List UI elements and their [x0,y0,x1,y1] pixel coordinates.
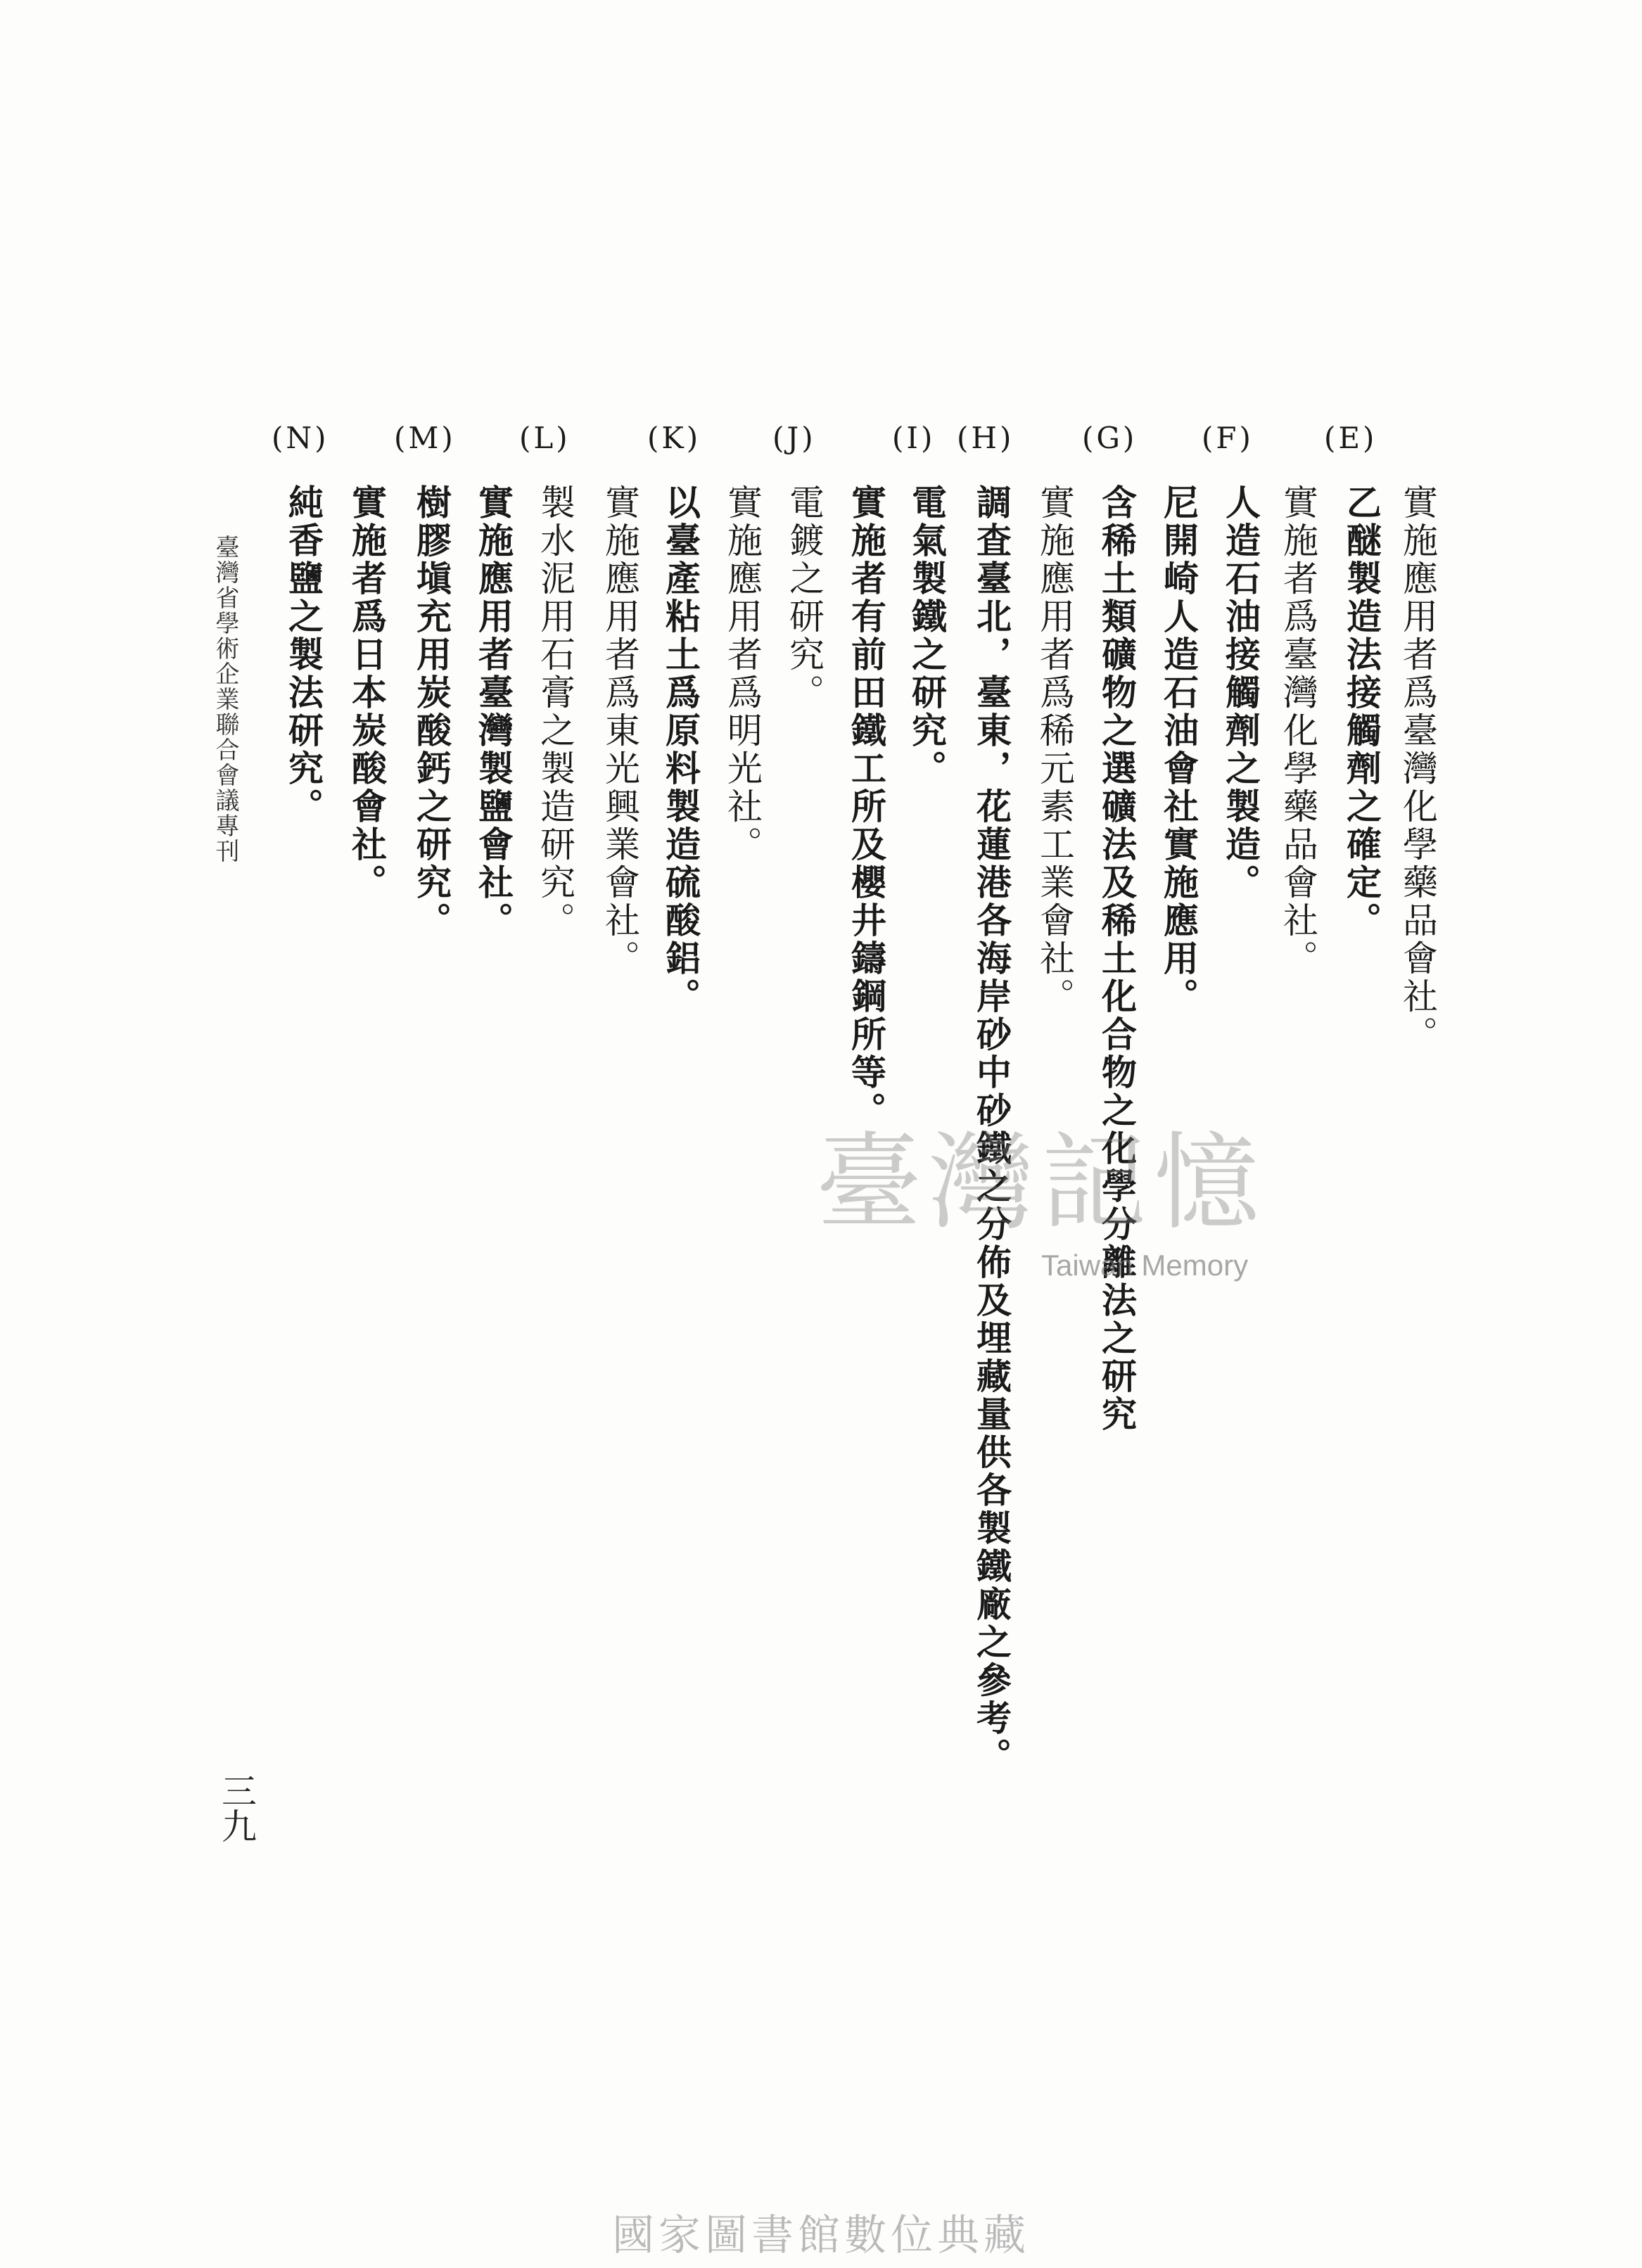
watermark-chinese: 臺灣記憶 [816,1122,1267,1244]
text-line: 實施應用者爲臺灣化學藥品會社。 [1397,484,1438,1054]
footer-watermark: 國家圖書館數位典藏 [612,2211,1030,2260]
text-line: 以臺產粘土爲原料製造硫酸鋁。 [660,484,701,1016]
text-line: 樹膠塡充用炭酸鈣之研究。 [411,484,452,940]
text-line: 人造石油接觸劑之製造。 [1220,484,1261,902]
text-line: 實施者有前田鐵工所及櫻井鑄鋼所等。 [846,484,887,1130]
text-line: 尼開崎人造石油會社實施應用。 [1158,484,1199,1016]
text-line: 實施者爲臺灣化學藥品會社。 [1278,484,1318,978]
item-label-j: (J) [772,421,816,455]
journal-title: 臺灣省學術企業聯合會議專刊 [211,535,239,864]
text-line: 實施應用者爲東光興業會社。 [599,484,640,978]
item-label-n: (N) [272,421,329,455]
item-label-e: (E) [1324,421,1377,455]
text-line: 調査臺北，臺東，花蓮港各海岸砂中砂鐵之分佈及埋藏量供各製鐵廠之參考。 [971,484,1012,1776]
item-label-l: (L) [519,421,571,455]
text-line: 電鍍之研究。 [784,484,825,712]
text-line: 乙醚製造法接觸劑之確定。 [1341,484,1382,940]
text-line: 實施應用者爲稀元素工業會社。 [1034,484,1075,1016]
watermark [816,1097,1309,1308]
item-label-h: (H) [957,421,1014,455]
item-label-f: (F) [1202,421,1254,455]
text-line: 製水泥用石膏之製造研究。 [535,484,575,940]
text-line: 實施應用者爲明光社。 [722,484,763,864]
page-number: 三九 [216,1773,257,1843]
item-label-i: (I) [892,421,936,455]
text-line: 含稀土類礦物之選礦法及稀土化合物之化學分離法之研究 [1096,484,1138,1434]
text-line: 實施者爲日本炭酸會社。 [346,484,388,902]
item-label-g: (G) [1082,421,1138,455]
text-line: 純香鹽之製法研究。 [283,484,324,826]
item-label-k: (K) [647,421,701,455]
text-line: 實施應用者臺灣製鹽會社。 [473,484,514,940]
item-label-m: (M) [394,421,456,455]
text-line: 電氣製鐵之研究。 [906,484,948,788]
watermark-english: Taiwan Memory [1041,1249,1249,1282]
